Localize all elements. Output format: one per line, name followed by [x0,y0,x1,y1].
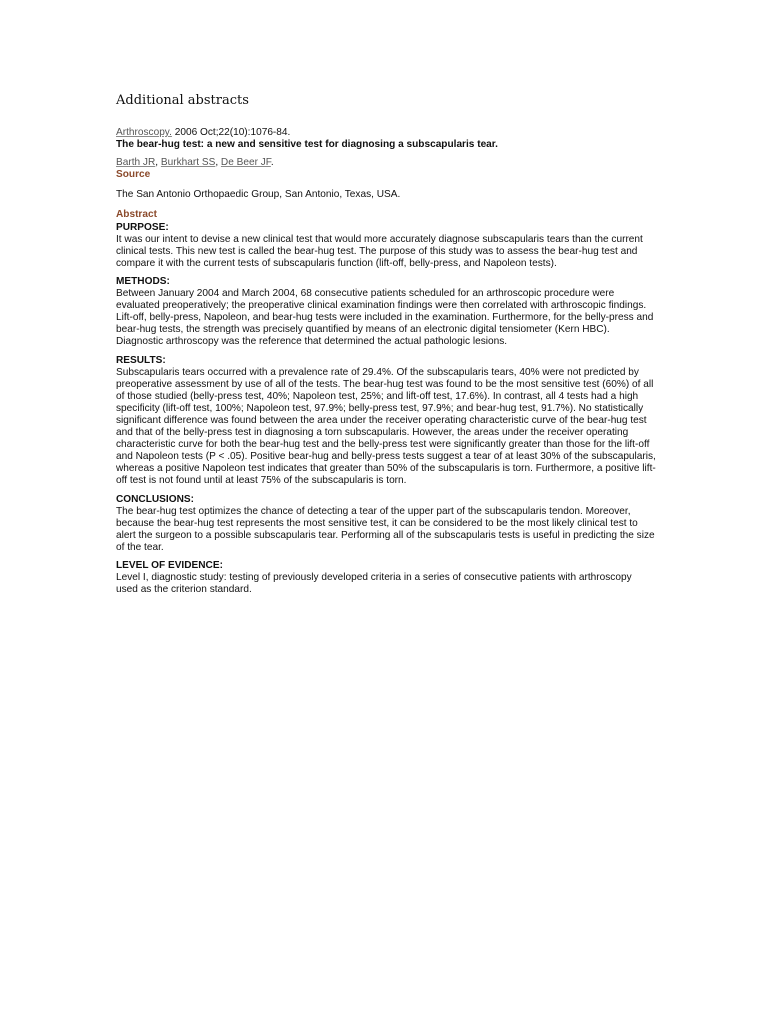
document-page [116,92,656,602]
source-label: Source [116,169,151,181]
author-link-barth[interactable]: Barth JR [116,157,156,169]
purpose-heading: PURPOSE: [116,221,169,233]
journal-link[interactable]: Arthroscopy. [116,127,172,138]
results-body: Subscapularis tears occurred with a prevalence rate of 29.4%. Of the subscapularis tears, 40% were not predicted by preoperative assessment by use of all of the tests. The bear-hug test was found to be the most sensitive test (60%) of all of those studied (belly-press test, 40%; Napoleon test, 25%; and lift-off test, 17.6%). In contrast, all 4 tests had a high specificity (lift-off test, 100%; Napoleon test, 97.9%; belly-press test, 97.9%; and bear-hug test, 91.7%). No statistically significant difference was found between the area under the receiver operating characteristic curve of the bear-hug test and that of the belly-press test in diagnosing a torn subscapularis. However, the areas under the receiver operating characteristic curve for both the bear-hug test and the belly-press test were significantly greater than those for the lift-off and Napoleon tests (P < .05). Positive bear-hug and belly-press tests suggest a tear of at least 30% of the subscapularis, whereas a positive Napoleon test indicates that greater than 50% of the subscapularis is torn. Furthermore, a positive lift-off test is not found until at least 75% of the subscapularis is torn. [116,366,656,487]
author-separator: , [215,157,221,169]
author-list [116,157,656,169]
purpose-body: It was our intent to devise a new clinical test that would more accurately diagnose subscapularis tears than the current clinical tests. This new test is called the bear-hug test. The purpose of this study was to assess the bear-hug test and compare it with the current tests of subscapularis function (lift-off, belly-press, and Napoleon tests). [116,233,643,269]
methods-body: Between January 2004 and March 2004, 68 consecutive patients scheduled for an arthroscopic procedure were evaluated preoperatively; the preoperative clinical examination findings were then correlated with arthroscopic findings. Lift-off, belly-press, Napoleon, and bear-hug tests were included in the examination. Furthermore, for the belly-press and bear-hug tests, the strength was precisely quantified by means of an electronic digital tensiometer (Kern HBC). Diagnostic arthroscopy was the reference that determined the actual pathologic lesions. [116,288,654,348]
abstract-label: Abstract [116,209,157,221]
author-separator: , [155,157,161,169]
article-title: The bear-hug test: a new and sensitive test for diagnosing a subscapularis tear. [116,139,498,151]
citation-details: 2006 Oct;22(10):1076-84. [171,127,291,138]
results-heading: RESULTS: [116,354,166,366]
page-heading: Additional abstracts [116,93,249,108]
conclusions-heading: CONCLUSIONS: [116,493,194,505]
author-link-de-beer[interactable]: De Beer JF [220,157,271,169]
conclusions-body: The bear-hug test optimizes the chance of detecting a tear of the upper part of the subscapularis tendon. Moreover, because the bear-hug test represents the most sensitive test, it can be considered to be the most likely clinical test to alert the surgeon to a possible subscapularis tear. Performing all of the subscapularis tests is useful in predicting the size of the tear. [116,505,655,553]
level-of-evidence-heading: LEVEL OF EVIDENCE: [116,560,223,571]
methods-heading: METHODS: [116,275,170,287]
level-of-evidence-body: Level I, diagnostic study: testing of previously developed criteria in a series of consecutive patients with arthroscopy used as the criterion standard. [116,572,632,596]
author-list-end: . [270,157,274,169]
author-link-burkhart[interactable]: Burkhart SS [160,157,216,169]
source-text: The San Antonio Orthopaedic Group, San Antonio, Texas, USA. [116,189,401,201]
citation-line [116,127,656,139]
